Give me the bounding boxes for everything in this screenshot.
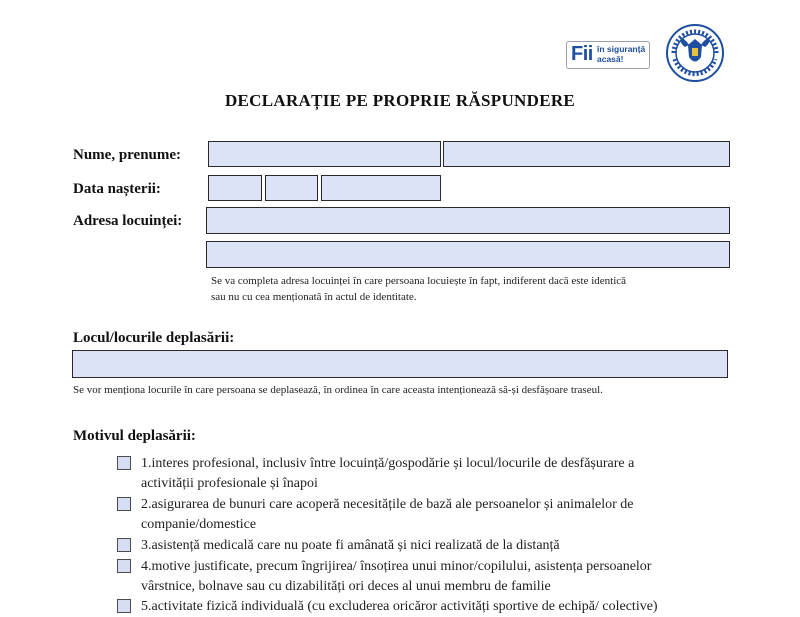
reason-3-checkbox[interactable] — [117, 538, 131, 552]
reason-1-line1: 1.interes profesional, inclusiv între locuință/gospodărie și locul/locurile de desfășurare a — [141, 456, 635, 471]
birth-date-label: Data nașterii: — [73, 181, 161, 197]
last-name-field[interactable] — [208, 141, 441, 167]
first-name-field[interactable] — [443, 141, 730, 167]
reason-1-checkbox[interactable] — [117, 456, 131, 470]
reason-2-text — [141, 495, 741, 535]
reason-3-text — [141, 536, 741, 556]
reason-5-line1: 5.activitate fizică individuală (cu excluderea oricăror activități sportive de echipă/ colective) — [141, 599, 658, 614]
fii-logo-line2: acasă! — [597, 54, 624, 64]
fii-logo-subtext — [597, 44, 645, 64]
fii-logo-text: Fii — [571, 43, 593, 65]
fii-logo-line1: în siguranță — [597, 44, 646, 54]
reason-5-checkbox[interactable] — [117, 599, 131, 613]
fii-in-siguranta-logo — [566, 41, 650, 69]
reason-1-text — [141, 454, 741, 494]
reason-2-line1: 2.asigurarea de bunuri care acoperă necesitățile de bază ale persoanelor și animalelor de — [141, 497, 634, 512]
motive-label: Motivul deplasării: — [73, 428, 196, 444]
address-field-line1[interactable] — [206, 207, 730, 234]
address-note-line2: sau nu cu cea menționată în actul de identitate. — [211, 291, 417, 303]
reason-4-line1: 4.motive justificate, precum îngrijirea/ însoțirea unui minor/copilului, asistența persoanelor — [141, 559, 652, 574]
address-field-line2[interactable] — [206, 241, 730, 268]
reason-2-line2: companie/domestice — [141, 517, 257, 532]
page-title: DECLARAȚIE PE PROPRIE RĂSPUNDERE — [224, 91, 576, 110]
address-note — [211, 273, 751, 305]
locations-field[interactable] — [72, 350, 728, 378]
reason-1-line2: activității profesionale și înapoi — [141, 476, 318, 491]
locations-label: Locul/locurile deplasării: — [73, 330, 235, 346]
government-seal-icon — [665, 23, 725, 83]
address-label: Adresa locuinței: — [73, 213, 183, 229]
reason-4-checkbox[interactable] — [117, 559, 131, 573]
birth-month-field[interactable] — [265, 175, 318, 201]
reason-5-text — [141, 597, 741, 617]
reason-3-line1: 3.asistență medicală care nu poate fi amânată și nici realizată de la distanță — [141, 538, 560, 553]
reason-4-line2: vârstnice, bolnave sau cu dizabilități ori deces al unui membru de familie — [141, 579, 551, 594]
locations-note: Se vor menționa locurile în care persoana se deplasează, în ordinea în care aceasta intenționează să-și desfășoare traseul. — [73, 384, 603, 396]
address-note-line1: Se va completa adresa locuinței în care persoana locuiește în fapt, indiferent dacă este identică — [211, 275, 627, 287]
reason-2-checkbox[interactable] — [117, 497, 131, 511]
reason-4-text — [141, 557, 741, 597]
name-label: Nume, prenume: — [73, 147, 182, 163]
birth-year-field[interactable] — [321, 175, 441, 201]
birth-day-field[interactable] — [208, 175, 262, 201]
